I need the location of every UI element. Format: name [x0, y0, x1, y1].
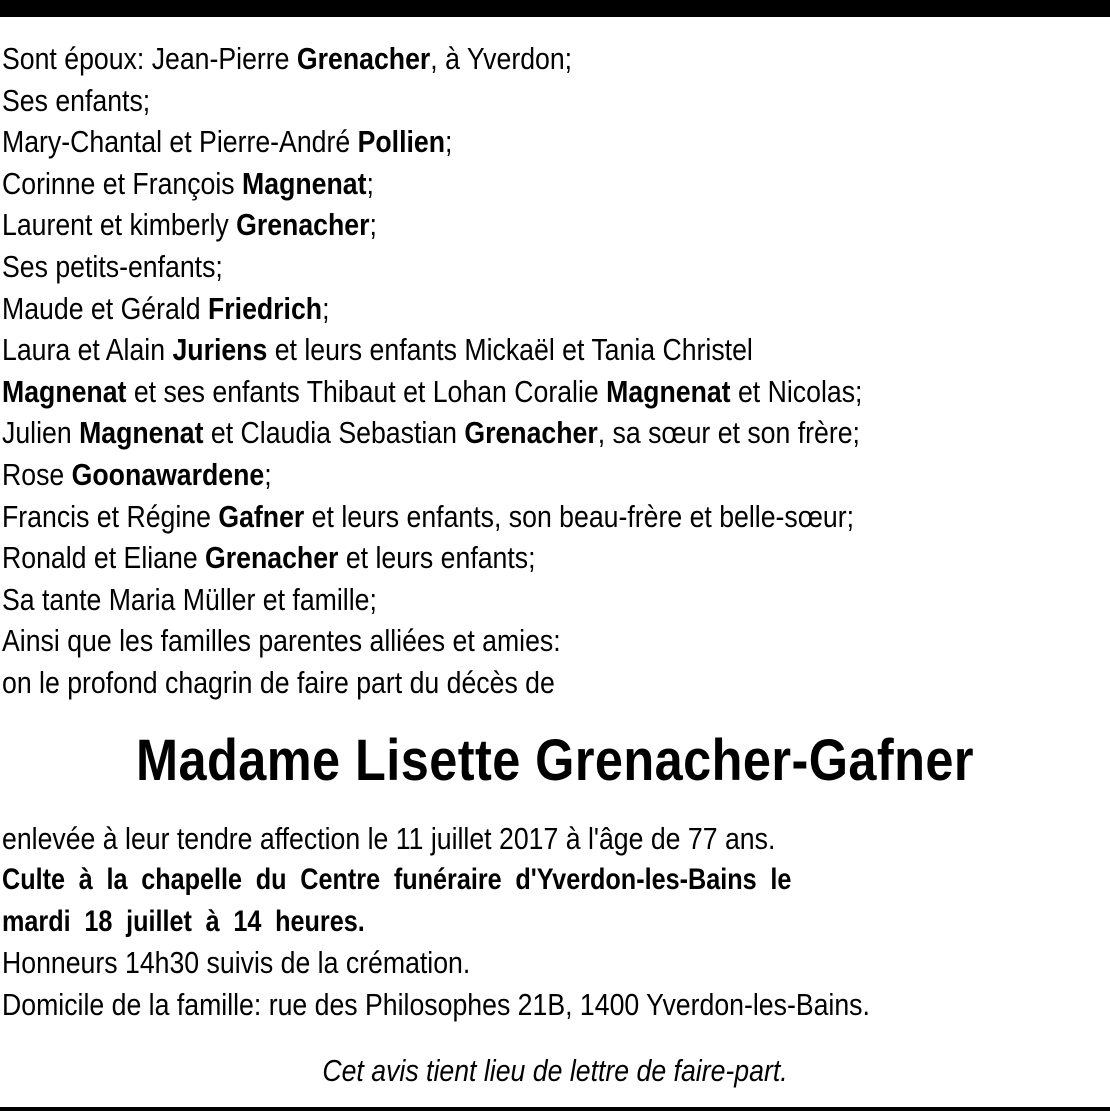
surname: Pollien: [357, 124, 446, 160]
family-text: ;: [369, 207, 377, 243]
family-line: [2, 496, 953, 538]
family-text: ;: [264, 456, 272, 492]
family-text: et ses enfants Thibaut et Lohan Coralie: [126, 373, 607, 409]
obituary-notice: [2, 38, 1108, 1025]
family-line: [2, 288, 953, 330]
family-text: Sont époux: Jean-Pierre: [2, 41, 297, 76]
surname: Grenacher: [464, 415, 598, 451]
family-text: Ses petits-enfants;: [2, 248, 223, 284]
family-text: ;: [366, 165, 374, 201]
family-text: et Claudia Sebastian: [203, 415, 465, 451]
family-line: [2, 246, 953, 288]
family-line: [2, 38, 953, 80]
family-line: [2, 454, 953, 496]
family-text: Ainsi que les familles parentes alliées et amies:: [2, 623, 561, 659]
family-text: Sa tante Maria Müller et famille;: [2, 581, 377, 617]
family-text: et leurs enfants, son beau-frère et belle-sœur;: [304, 498, 855, 534]
family-text: Maude et Gérald: [2, 290, 208, 326]
ceremony-line: Culte à la chapelle du Centre funéraire d'Yverdon-les-Bains le: [2, 863, 792, 897]
family-text: Julien: [2, 415, 80, 451]
surname: Gafner: [218, 498, 305, 534]
family-line: [2, 163, 953, 205]
family-text: , sa sœur et son frère;: [597, 415, 860, 451]
surname: Grenacher: [236, 207, 370, 243]
family-text: Rose: [2, 456, 72, 492]
family-line: [2, 371, 953, 413]
family-announcement: [2, 38, 1108, 704]
family-text: ;: [322, 290, 330, 326]
surname: Juriens: [172, 332, 268, 368]
surname: Magnenat: [2, 373, 127, 409]
surname: Magnenat: [606, 373, 731, 409]
family-text: on le profond chagrin de faire part du décès de: [2, 664, 555, 700]
family-text: et Nicolas;: [730, 373, 863, 409]
family-text: Corinne et François: [2, 165, 243, 201]
family-text: Ses enfants;: [2, 82, 151, 118]
surname: Grenacher: [205, 540, 339, 576]
family-line: [2, 412, 953, 454]
family-text: ;: [445, 124, 453, 160]
family-text: Laurent et kimberly: [2, 207, 237, 243]
death-date-line: enlevée à leur tendre affection le 11 juillet 2017 à l'âge de 77 ans.: [2, 820, 776, 856]
surname: Magnenat: [79, 415, 204, 451]
family-line: [2, 329, 953, 371]
top-border-rule: [0, 0, 1110, 17]
family-line: [2, 579, 953, 621]
family-text: , à Yverdon;: [430, 41, 573, 76]
surname: Goonawardene: [71, 456, 265, 492]
family-line: [2, 204, 953, 246]
family-text: et leurs enfants;: [338, 540, 536, 576]
surname: Friedrich: [207, 290, 323, 326]
family-line: [2, 80, 953, 122]
domicile-line: Domicile de la famille: rue des Philosophes 21B, 1400 Yverdon-les-Bains.: [2, 986, 870, 1022]
family-text: Laura et Alain: [2, 332, 173, 368]
honours-line: Honneurs 14h30 suivis de la crémation.: [2, 945, 471, 981]
family-text: Ronald et Eliane: [2, 540, 206, 576]
closing-note: Cet avis tient lieu de lettre de faire-part.: [322, 1053, 788, 1088]
family-text: Mary-Chantal et Pierre-André: [2, 124, 358, 160]
ceremony-date-line: mardi 18 juillet à 14 heures.: [2, 904, 365, 938]
bottom-border-rule: [0, 1107, 1110, 1111]
family-text: et leurs enfants Mickaël et Tania Christel: [267, 332, 753, 368]
deceased-name: Madame Lisette Grenacher-Gafner: [136, 727, 974, 793]
family-line: [2, 620, 953, 662]
family-line: [2, 662, 953, 704]
surname: Grenacher: [296, 41, 431, 76]
family-line: [2, 121, 953, 163]
family-text: Francis et Régine: [2, 498, 219, 534]
surname: Magnenat: [242, 165, 367, 201]
family-line: [2, 537, 953, 579]
